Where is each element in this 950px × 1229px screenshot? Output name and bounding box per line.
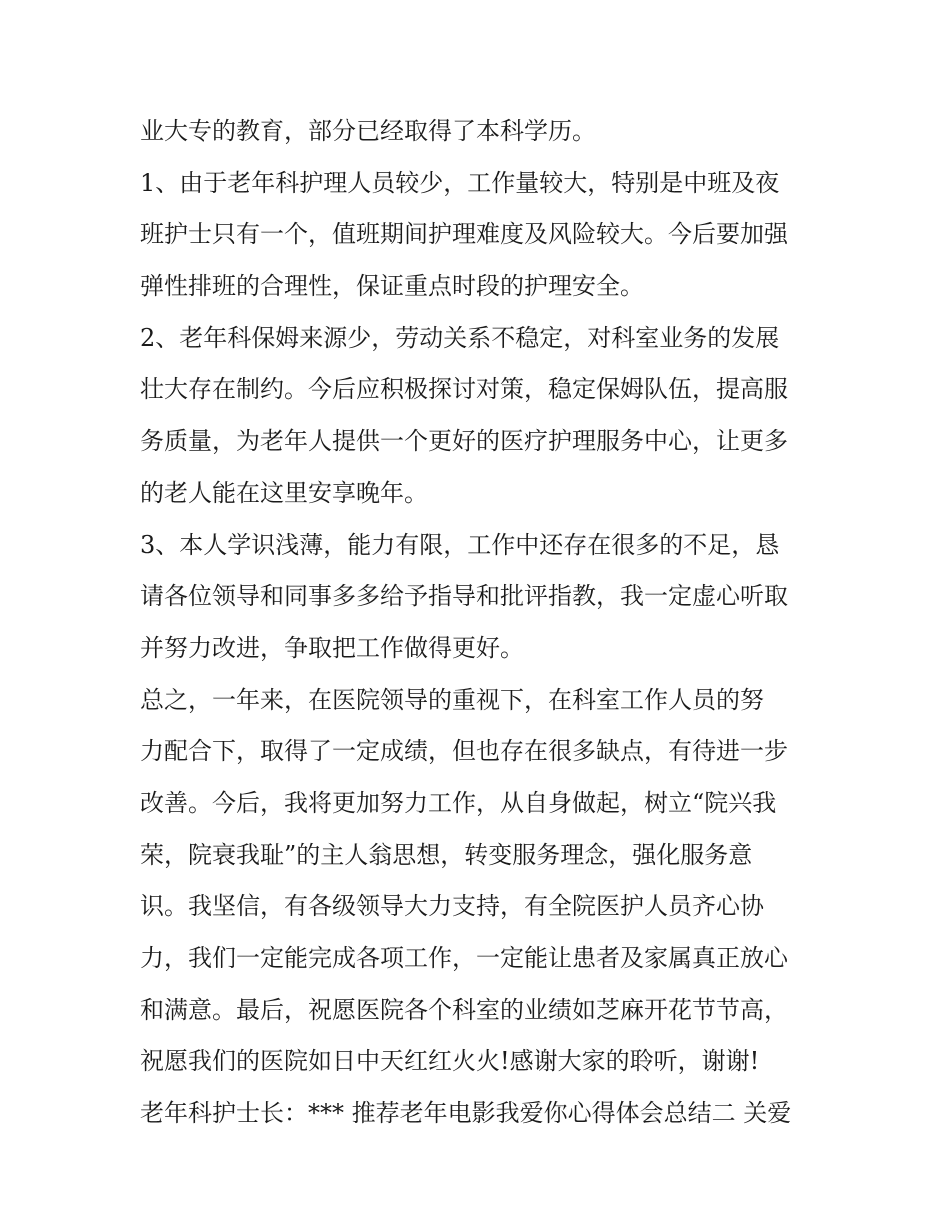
text-line: 班护士只有一个，值班期间护理难度及风险较大。今后要加强	[140, 220, 788, 249]
text-line: 祝愿我们的医院如日中天红红火火!感谢大家的聆听，谢谢!	[140, 1047, 760, 1076]
text-line: 力，我们一定能完成各项工作，一定能让患者及家属真正放心	[140, 944, 788, 972]
text-line: 并努力改进，争取把工作做得更好。	[140, 633, 524, 662]
text-line: 3、本人学识浅薄，能力有限，工作中还存在很多的不足，恳	[140, 530, 780, 559]
text-line: 荣，院衰我耻”的主人翁思想，转变服务理念，强化服务意	[140, 840, 753, 869]
text-line: 力配合下，取得了一定成绩，但也存在很多缺点，有待进一步	[140, 737, 788, 766]
text-line: 请各位领导和同事多多给予指导和批评指教，我一定虚心听取	[140, 582, 788, 611]
text-line: 识。我坚信，有各级领导大力支持，有全院医护人员齐心协	[140, 892, 764, 921]
document-body	[140, 106, 820, 1140]
text-line: 老年科护士长：*** 推荐老年电影我爱你心得体会总结二 关爱	[140, 1099, 792, 1128]
text-line: 业大专的教育，部分已经取得了本科学历。	[140, 117, 596, 145]
text-line: 壮大存在制约。今后应积极探讨对策，稳定保姆队伍，提高服	[140, 375, 788, 404]
text-line: 2、老年科保姆来源少，劳动关系不稳定，对科室业务的发展	[140, 323, 780, 352]
text-line: 和满意。最后，祝愿医院各个科室的业绩如芝麻开花节节高，	[140, 995, 788, 1024]
text-line: 弹性排班的合理性，保证重点时段的护理安全。	[140, 272, 644, 301]
text-line: 总之，一年来，在医院领导的重视下，在科室工作人员的努	[140, 685, 764, 714]
text-line: 务质量，为老年人提供一个更好的医疗护理服务中心，让更多	[140, 427, 788, 456]
text-line: 改善。今后，我将更加努力工作，从自身做起，树立“院兴我	[140, 788, 777, 817]
text-line: 1、由于老年科护理人员较少，工作量较大，特别是中班及夜	[140, 168, 780, 197]
text-line: 的老人能在这里安享晚年。	[140, 478, 428, 507]
